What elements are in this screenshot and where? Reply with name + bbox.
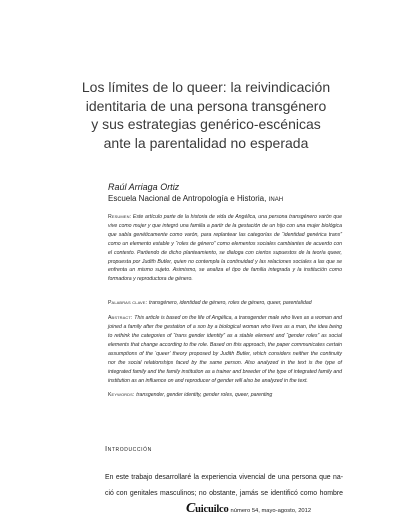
palabras-clave	[108, 299, 342, 308]
affiliation-acronym: inah	[268, 194, 284, 203]
keywords	[108, 391, 342, 400]
author-name: Raúl Arriaga Ortiz	[108, 182, 180, 192]
body-text	[105, 470, 343, 502]
affiliation-name: Escuela Nacional de Antropología e Historia,	[108, 194, 267, 203]
abstract-text: This article is based on the life of Angélica, a transgender male who lives as a woman and joined a family after the gestation of a son by a biological woman who lives as a man, the idea being to rethink the categories of “trans gender identity” as a stable element and “gender roles” as social elements that change according to the role. Based on this approach, the paper communicates certain assumptions of the ‘queer’ theory proposed by Judith Butler, which considers neither the continuity nor the social relationships faced by the same person. Also analyzed in the text is the type of integrated family and the family institution as a trainer and breeder of the type of integrated family and institution as an influence on and reproducer of gender will also be analyzed in the text.	[108, 315, 342, 384]
body-line: En este trabajo desarrollaré la experiencia vivencial de una persona que na-	[105, 474, 343, 481]
resumen	[108, 213, 342, 284]
resumen-label: Resumen:	[108, 214, 132, 220]
issue-info: número 54, mayo-agosto, 2012	[230, 508, 312, 514]
body-line: ció con genitales masculinos; no obstante, jamás se identificó como hombre	[105, 490, 343, 497]
title-line: Los límites de lo queer: la reivindicación	[81, 79, 331, 95]
article-title	[0, 78, 400, 152]
keywords-text: transgender, gender identity, gender roles, queer, parenting	[136, 392, 273, 399]
journal-logo: Cuicuilco	[186, 501, 229, 516]
palabras-clave-label: Palabras clave:	[108, 300, 148, 307]
footer	[186, 501, 311, 518]
author-affiliation	[108, 194, 342, 204]
keywords-label: Keywords:	[108, 392, 135, 399]
title-line: y sus estrategias genérico-escénicas	[91, 116, 321, 132]
front-matter	[108, 182, 342, 400]
palabras-clave-text: transgénero, identidad de género, roles de género, queer, parentalidad	[148, 300, 312, 307]
abstract	[108, 314, 342, 385]
section-heading-introduccion: Introducción	[105, 444, 152, 453]
title-line: identitaria de una persona transgénero	[85, 97, 327, 114]
title-line: ante la parentalidad no esperada	[103, 134, 309, 151]
resumen-text: Este artículo parte de la historia de vida de Angélica, una persona transgénero varón que vive como mujer y que integró una familia a partir de la gestación de un hijo con una mujer biológica que sabía genéticamente como varón, para replantear las categorías de “identidad genérica trans” como un elemento estable y “roles de género” como elementos sociales cambiantes de acuerdo con el contexto. Partiendo de dicho planteamiento, se dialoga con ciertos supuestos de la teoría queer, propuesta por Judith Butler, quien no contempla la continuidad y las relaciones sociales a las que se enfrenta un mismo sujeto. Asimismo, se analiza el tipo de familia integrada y la institución como formadora y reproductora de género.	[108, 214, 342, 283]
abstract-label: Abstract:	[108, 315, 133, 322]
